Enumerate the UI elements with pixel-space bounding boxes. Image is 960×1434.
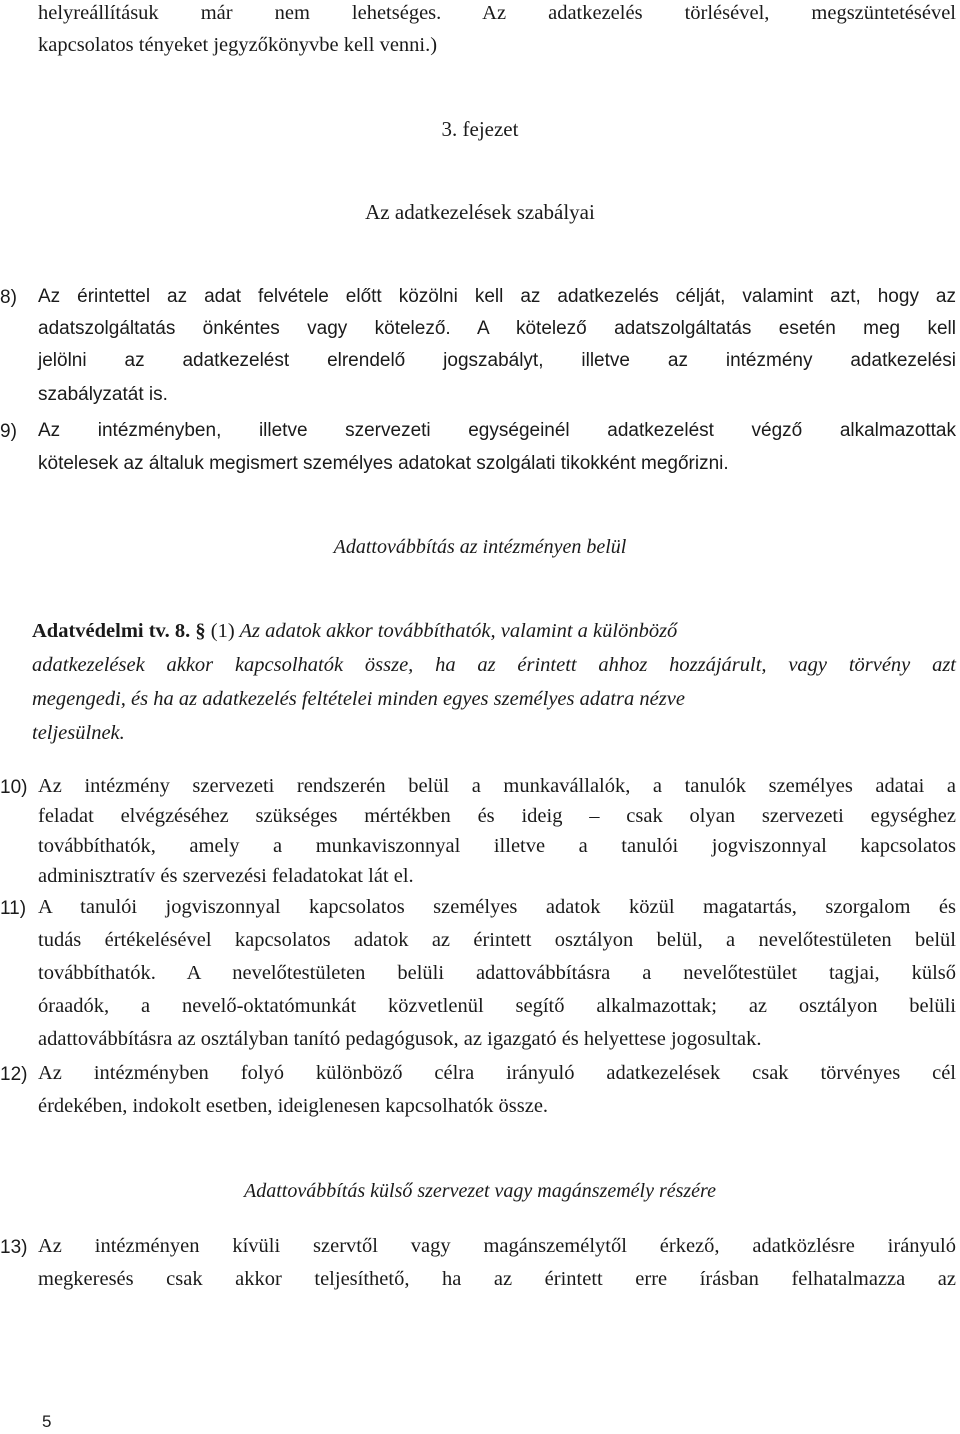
item-line: megkeresés csak akkor teljesíthető, ha az érintett erre írásban felhatalmazza az: [38, 1268, 956, 1290]
law-text-line: megengedi, és ha az adatkezelés feltételei minden egyes személyes adatra nézve: [32, 688, 685, 710]
law-quote-first-line: [32, 620, 956, 643]
law-reference: Adatvédelmi tv. 8.: [32, 620, 196, 642]
item-line: adattovábbításra az osztályban tanító pedagógusok, az igazgató és helyettese jogosultak.: [38, 1028, 762, 1050]
item-line: érdekében, indokolt esetben, ideiglenesen kapcsolhatók össze.: [38, 1095, 549, 1117]
section-title-internal: Adattovábbítás az intézményen belül: [333, 536, 627, 558]
item-line: Az intézmény szervezeti rendszerén belül a munkavállalók, a tanulók személyes adatai a: [38, 775, 956, 797]
item-line: óraadók, a nevelő-oktatómunkát közvetlenül segítő alkalmazottak; az osztályon belüli: [38, 995, 956, 1017]
law-text-line: adatkezelések akkor kapcsolhatók össze, ha az érintett ahhoz hozzájárult, vagy törvény azt: [32, 654, 956, 676]
item-line: továbbíthatók, amely a munkaviszonnyal illetve a tanulói jogviszonnyal kapcsolatos: [38, 835, 956, 857]
item-line: jelölni az adatkezelést elrendelő jogszabályt, illetve az intézmény adatkezelési: [38, 350, 956, 371]
law-text-start: Az adatok akkor továbbíthatók, valamint a különböző: [234, 620, 678, 642]
item-number: 13): [0, 1237, 28, 1258]
law-subsection: (1): [205, 620, 235, 642]
item-line: tudás értékelésével kapcsolatos adatok az érintett osztályon belül, a nevelőtestületen belül: [38, 929, 956, 951]
item-number: 12): [0, 1064, 28, 1085]
item-line: Az intézményben folyó különböző célra irányuló adatkezelések csak törvényes cél: [38, 1062, 956, 1084]
item-line: adatszolgáltatás önkéntes vagy kötelező. A kötelező adatszolgáltatás esetén meg kell: [38, 318, 956, 339]
item-line: szabályzatát is.: [38, 384, 168, 405]
item-number: 11): [0, 898, 27, 919]
item-line: Az intézményen kívüli szervtől vagy magánszemélytől érkező, adatközlésre irányuló: [38, 1235, 956, 1257]
item-line: kötelesek az általuk megismert személyes adatokat szolgálati tikokként megőrizni.: [38, 453, 729, 474]
item-line: adminisztratív és szervezési feladatokat lát el.: [38, 865, 414, 887]
item-number: 8): [0, 287, 17, 308]
chapter-title: Az adatkezelések szabályai: [365, 200, 595, 224]
intro-line-1: helyreállításuk már nem lehetséges. Az adatkezelés törlésével, megszüntetésével: [38, 2, 956, 24]
item-line: továbbíthatók. A nevelőtestületen belüli adattovábbításra a nevelőtestület tagjai, külső: [38, 962, 956, 984]
paragraph-mark: §: [195, 620, 206, 642]
page-number: 5: [42, 1412, 52, 1431]
intro-line-2: kapcsolatos tényeket jegyzőkönyvbe kell venni.): [38, 34, 438, 56]
chapter-number: 3. fejezet: [441, 117, 519, 141]
section-title-external: Adattovábbítás külső szervezet vagy magánszemély részére: [244, 1180, 716, 1202]
item-number: 9): [0, 421, 17, 442]
law-text-line: teljesülnek.: [32, 722, 125, 744]
item-line: Az érintettel az adat felvétele előtt közölni kell az adatkezelés célját, valamint azt, hogy az: [38, 286, 956, 307]
item-line: A tanulói jogviszonnyal kapcsolatos személyes adatok közül magatartás, szorgalom és: [38, 896, 956, 918]
item-number: 10): [0, 777, 28, 798]
item-line: Az intézményben, illetve szervezeti egységeinél adatkezelést végző alkalmazottak: [38, 420, 956, 441]
item-line: feladat elvégzéséhez szükséges mértékben és ideig – csak olyan szervezeti egységhez: [38, 805, 956, 827]
